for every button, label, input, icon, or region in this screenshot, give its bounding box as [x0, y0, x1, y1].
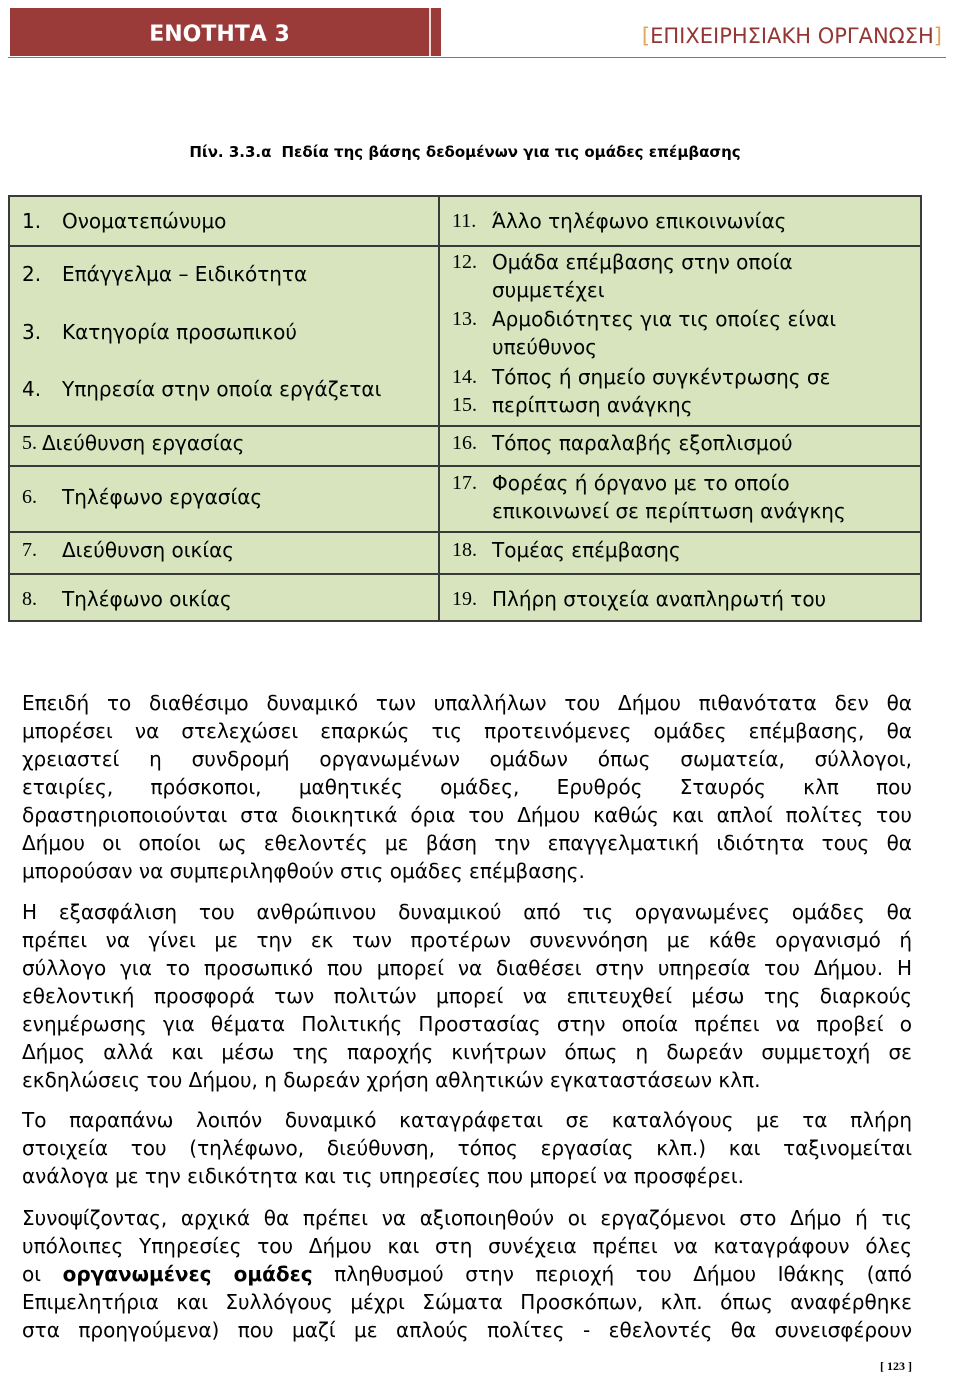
- field-item: [452, 305, 836, 361]
- field-number: 6.: [22, 486, 37, 508]
- paragraph-line: εθελοντική προσφορά των πολιτών μπορεί να επιτευχθεί μέσω της διαρκούς: [22, 984, 912, 1008]
- field-item: [452, 585, 826, 613]
- field-item: [22, 260, 307, 288]
- field-number: 8.: [22, 588, 37, 610]
- paragraph: [22, 1106, 912, 1190]
- table-caption-label: Πίν. 3.3.α: [189, 143, 272, 161]
- field-item: [22, 483, 262, 511]
- paragraph-line: Η εξασφάλιση του ανθρώπινου δυναμικού από τις οργανωμένες ομάδες θα: [22, 900, 912, 924]
- field-item: [22, 207, 226, 235]
- field-item: [452, 207, 786, 235]
- field-number: 18.: [452, 539, 477, 561]
- field-label: Άλλο τηλέφωνο επικοινωνίας: [492, 209, 787, 233]
- field-number: 5.: [22, 432, 37, 454]
- field-label: Ομάδα επέμβασης στην οποία συμμετέχει: [492, 250, 793, 302]
- row-divider: [10, 531, 920, 533]
- paragraph-line: ενημέρωσης για θέματα Πολιτικής Προστασίας στην οποία πρέπει να προβεί ο: [22, 1012, 912, 1036]
- field-item: [452, 469, 846, 525]
- field-item: [22, 429, 244, 457]
- field-number: 1.: [22, 209, 42, 233]
- line-segment: πληθυσμού στην περιοχή του Δήμου Ιθάκης (από: [334, 1262, 913, 1286]
- column-divider: [438, 197, 440, 620]
- paragraph: [22, 689, 912, 885]
- field-label: περίπτωση ανάγκης: [492, 393, 693, 417]
- chapter-title-text: ΕΠΙΧΕΙΡΗΣΙΑΚΗ ΟΡΓΑΝΩΣΗ: [650, 24, 934, 48]
- paragraph-line: χρειαστεί η συνδρομή οργανωμένων ομάδων όπως σωματεία, σύλλογοι,: [22, 747, 912, 771]
- field-item: [22, 375, 381, 403]
- bracket-close: ]: [933, 24, 942, 48]
- field-number: 7.: [22, 539, 37, 561]
- field-number: 3.: [22, 320, 42, 344]
- row-divider: [10, 425, 920, 427]
- paragraph-line: στοιχεία του (τηλέφωνο, διεύθυνση, τόπος εργασίας κλπ.) και ταξινομείται: [22, 1136, 912, 1160]
- paragraph-line: ανάλογα με την ειδικότητα και τις υπηρεσίες που μπορεί να προσφέρει.: [22, 1164, 745, 1188]
- paragraph-line: πρέπει να γίνει με την εκ των προτέρων συνεννόηση με κάθε οργανισμό ή: [22, 928, 912, 952]
- field-label: Κατηγορία προσωπικού: [62, 320, 297, 344]
- paragraph-line: στα προηγούμενα) που μαζί με απλούς πολίτες - εθελοντές θα συνεισφέρουν: [22, 1318, 912, 1342]
- header-rule: [8, 57, 946, 58]
- line-segment: οι: [22, 1262, 42, 1286]
- paragraph-line: Το παραπάνω λοιπόν δυναμικό καταγράφεται σε καταλόγους με τα πλήρη: [22, 1108, 912, 1132]
- header-box-divider: [429, 8, 431, 56]
- paragraph-line: εκδηλώσεις του Δήμου, η δωρεάν χρήση αθλητικών εγκαταστάσεων κλπ.: [22, 1068, 761, 1092]
- section-label: ΕΝΟΤΗΤΑ 3: [149, 22, 290, 47]
- field-number: 17.: [452, 472, 477, 494]
- field-item: [452, 536, 681, 564]
- paragraph-line: Δήμος αλλά και μέσω της παροχής κινήτρων όπως η δωρεάν συμμετοχή σε: [22, 1040, 912, 1064]
- field-item: [452, 429, 793, 457]
- emphasis-text: οργανωμένες ομάδες: [62, 1262, 313, 1286]
- paragraph-line: Επειδή το διαθέσιμο δυναμικό των υπαλλήλων του Δήμου πιθανότατα δεν θα: [22, 691, 912, 715]
- field-label: Ονοματεπώνυμο: [62, 209, 227, 233]
- field-label: Τόπος ή σημείο συγκέντρωσης σε: [492, 365, 831, 389]
- table-caption-title: Πεδία της βάσης δεδομένων για τις ομάδες επέμβασης: [281, 143, 741, 161]
- paragraph-line: μπορούσαν να συμπεριληφθούν στις ομάδες επέμβασης.: [22, 859, 585, 883]
- field-number: 13.: [452, 308, 477, 330]
- row-divider: [10, 465, 920, 467]
- field-label: Διεύθυνση εργασίας: [42, 431, 245, 455]
- bracket-open: [: [641, 24, 651, 48]
- paragraph-line: υπόλοιπες Υπηρεσίες του Δήμου και στη συνέχεια πρέπει να καταγράφουν όλες: [22, 1234, 912, 1258]
- paragraph-line: σύλλογο για το προσωπικό που μπορεί να διαθέσει στην υπηρεσία του Δήμου. Η: [22, 956, 912, 980]
- paragraph-line: [22, 1260, 912, 1288]
- field-label: Τομέας επέμβασης: [492, 538, 681, 562]
- field-item: [452, 391, 692, 419]
- paragraph-line: δραστηριοποιούνται στα διοικητικά όρια του Δήμου καθώς και απλοί πολίτες του: [22, 803, 912, 827]
- paragraph: [22, 898, 912, 1094]
- paragraph-line: μπορέσει να στελεχώσει επαρκώς τις προτεινόμενες ομάδες επέμβασης, θα: [22, 719, 912, 743]
- paragraph-line: Δήμου οι οποίοι ως εθελοντές με βάση την επαγγελματική ιδιότητα τους θα: [22, 831, 912, 855]
- field-item: [22, 536, 234, 564]
- field-item: [22, 318, 297, 346]
- field-label: Τηλέφωνο οικίας: [62, 587, 232, 611]
- paragraph: [22, 1204, 912, 1344]
- field-item: [452, 363, 830, 391]
- row-divider: [10, 245, 920, 247]
- field-number: 19.: [452, 588, 477, 610]
- field-label: Πλήρη στοιχεία αναπληρωτή του: [492, 587, 827, 611]
- field-item: [22, 585, 232, 613]
- field-label: Φορέας ή όργανο με το οποίο επικοινωνεί σε περίπτωση ανάγκης: [492, 471, 846, 523]
- field-label: Υπηρεσία στην οποία εργάζεται: [62, 377, 382, 401]
- field-number: 16.: [452, 432, 477, 454]
- paragraph-line: εταιρίες, πρόσκοποι, μαθητικές ομάδες, Ερυθρός Σταυρός κλπ που: [22, 775, 912, 799]
- field-label: Τόπος παραλαβής εξοπλισμού: [492, 431, 793, 455]
- field-label: Επάγγελμα – Ειδικότητα: [62, 262, 308, 286]
- field-number: 15.: [452, 394, 477, 416]
- field-number: 14.: [452, 366, 477, 388]
- field-number: 2.: [22, 262, 42, 286]
- page-number: [ 123 ]: [880, 1359, 912, 1373]
- row-divider: [10, 573, 920, 575]
- field-label: Διεύθυνση οικίας: [62, 538, 235, 562]
- chapter-title: [642, 21, 942, 51]
- fields-table: [8, 195, 922, 622]
- field-label: Τηλέφωνο εργασίας: [62, 485, 263, 509]
- paragraph-line: Συνοψίζοντας, αρχικά θα πρέπει να αξιοποιηθούν οι εργαζόμενοι στο Δήμο ή τις: [22, 1206, 912, 1230]
- field-number: 4.: [22, 377, 42, 401]
- paragraph-line: Επιμελητήρια και Συλλόγους μέχρι Σώματα Προσκόπων, κλπ. όπως αναφέρθηκε: [22, 1290, 912, 1314]
- field-number: 11.: [452, 210, 477, 232]
- field-number: 12.: [452, 251, 477, 273]
- table-caption: [0, 141, 930, 163]
- field-item: [452, 248, 793, 304]
- field-label: Αρμοδιότητες για τις οποίες είναι υπεύθυνος: [492, 307, 837, 359]
- section-header-box: [10, 8, 441, 56]
